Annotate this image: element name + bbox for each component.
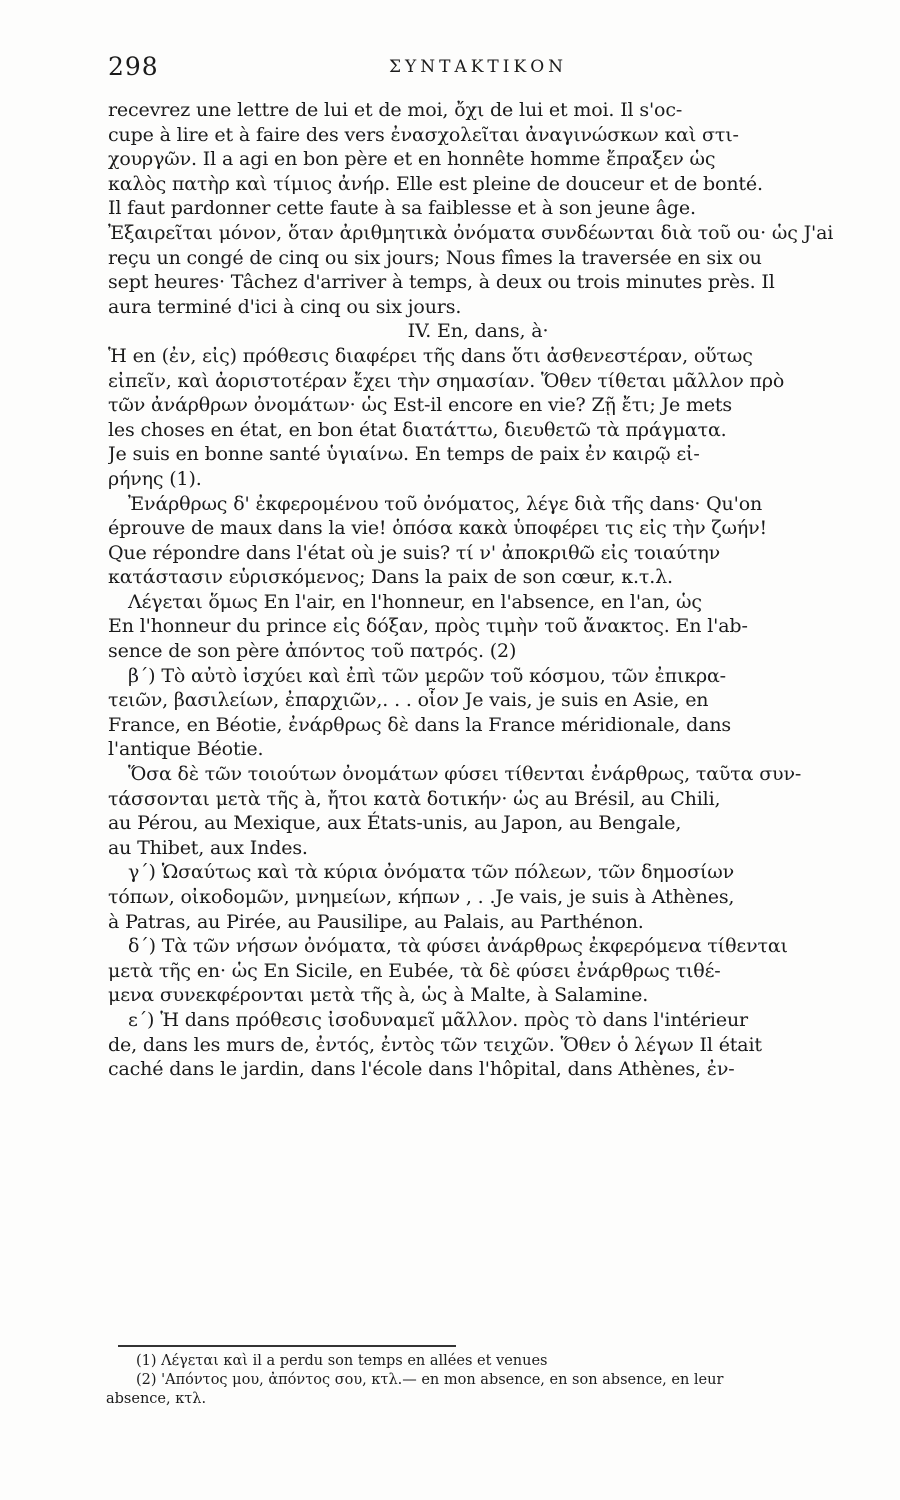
text-line: ε΄) Ἡ dans πρόθεσις ἰσοδυναμεῖ μᾶλλον. πρὸς τὸ dans l'intérieur (128, 1008, 748, 1031)
text-line: Il faut pardonner cette faute à sa faiblesse et à son jeune âge. (108, 197, 696, 220)
text-line: Ὅσα δὲ τῶν τοιούτων ὀνομάτων φύσει τίθενται ἐνάρθρως, ταῦτα συν- (128, 763, 802, 786)
text-line: cupe à lire et à faire des vers ἐνασχολεῖται ἀναγινώσκων καὶ στι- (108, 123, 739, 146)
text-line: Λέγεται ὅμως En l'air, en l'honneur, en l'absence, en l'an, ὡς (128, 590, 702, 613)
text-line: caché dans le jardin, dans l'école dans l'hôpital, dans Athènes, ἐν- (108, 1058, 735, 1081)
page-number: 298 (108, 52, 159, 81)
text-line: France, en Béotie, ἐνάρθρως δὲ dans la France méridionale, dans (108, 713, 732, 736)
text-line: reçu un congé de cinq ou six jours; Nous fîmes la traversée en six ou (108, 246, 762, 269)
text-line: τόπων, οἰκοδομῶν, μνημείων, κήπων , . .Je vais, je suis à Athènes, (108, 886, 735, 908)
text-line: τειῶν, βασιλείων, ἐπαρχιῶν,. . . οἷον Je vais, je suis en Asie, en (108, 689, 709, 712)
text-line: de, dans les murs de, ἐντός, ἐντὸς τῶν τειχῶν. Ὅθεν ὁ λέγων Il était (108, 1033, 762, 1056)
text-line: τάσσονται μετὰ τῆς à, ἤτοι κατὰ δοτικήν· ὡς au Brésil, au Chili, (108, 787, 721, 810)
text-line: Que répondre dans l'état où je suis? τί ν' ἀποκριθῶ εἰς τοιαύτην (108, 541, 721, 564)
text-line: au Pérou, au Mexique, aux États-unis, au Japon, au Bengale, (108, 812, 682, 835)
text-line: aura terminé d'ici à cinq ou six jours. (108, 295, 462, 318)
text-line: μενα συνεκφέρονται μετὰ τῆς à, ὡς à Malte, à Salamine. (108, 984, 649, 1007)
text-line: En l'honneur du prince εἰς δόξαν, πρὸς τιμὴν τοῦ ἄνακτος. En l'ab- (108, 615, 748, 638)
footnote-1: (1) Λέγεται καὶ il a perdu son temps en allées et venues (136, 1353, 548, 1369)
text-line: εἰπεῖν, καὶ ἀοριστοτέραν ἔχει τὴν σημασίαν. Ὅθεν τίθεται μᾶλλον πρὸ (108, 369, 785, 392)
page-header (108, 52, 848, 88)
footnotes (106, 1352, 848, 1409)
text-line: γ΄) Ὡσαύτως καὶ τὰ κύρια ὀνόματα τῶν πόλεων, τῶν δημοσίων (128, 861, 735, 884)
text-line: δ΄) Τὰ τῶν νήσων ὀνόματα, τὰ φύσει ἀνάρθρως ἐκφερόμενα τίθενται (128, 935, 788, 958)
text-line: Je suis en bonne santé ὑγιαίνω. En temps de paix ἐν καιρῷ εἰ- (108, 443, 700, 466)
text-line: à Patras, au Pirée, au Pausilipe, au Palais, au Parthénon. (108, 910, 644, 933)
footnote-2-continued: absence, κτλ. (106, 1391, 207, 1407)
text-line: χουργῶν. Il a agi en bon père et en honnête homme ἔπραξεν ὡς (108, 148, 716, 171)
footnote-2: (2) 'Απόντος μου, ἀπόντος σου, κτλ.— en mon absence, en son absence, en leur (136, 1372, 724, 1388)
text-line: β΄) Τὸ αὐτὸ ἰσχύει καὶ ἐπὶ τῶν μερῶν τοῦ κόσμου, τῶν ἐπικρα- (128, 664, 726, 687)
text-line: l'antique Béotie. (108, 738, 264, 761)
text-line: ρήνης (1). (108, 467, 202, 490)
text-line: κατάστασιν εὑρισκόμενος; Dans la paix de son cœur, κ.τ.λ. (108, 566, 673, 589)
text-line: éprouve de maux dans la vie! ὁπόσα κακὰ ὑποφέρει τις εἰς τὴν ζωήν! (108, 517, 767, 540)
footnote-divider (118, 1345, 456, 1347)
text-line: sept heures· Tâchez d'arriver à temps, à deux ou trois minutes près. Il (108, 271, 775, 294)
text-line: recevrez une lettre de lui et de moi, ὄχι de lui et moi. Il s'oc- (108, 99, 683, 121)
text-line: les choses en état, en bon état διατάττω, διευθετῶ τὰ πράγματα. (108, 418, 727, 441)
text-line: Ἐξαιρεῖται μόνον, ὅταν ἀριθμητικὰ ὀνόματα συνδέωνται διὰ τοῦ ou· ὡς J'ai (108, 221, 834, 244)
text-line: τῶν ἀνάρθρων ὀνομάτων· ὡς Est-il encore en vie? Ζῇ ἔτι; Je mets (108, 394, 732, 417)
text-line: au Thibet, aux Indes. (108, 836, 308, 859)
text-line: Ἡ en (ἐν, εἰς) πρόθεσις διαφέρει τῆς dans ὅτι ἀσθενεστέραν, οὕτως (108, 344, 753, 367)
text-line: sence de son père ἀπόντος τοῦ πατρός. (2) (108, 640, 517, 663)
section-heading: IV. En, dans, à· (407, 320, 549, 343)
text-line: μετὰ τῆς en· ὡς En Sicile, en Eubée, τὰ δὲ φύσει ἐνάρθρως τιθέ- (108, 959, 721, 982)
text-line: καλὸς πατὴρ καὶ τίμιος ἀνήρ. Elle est pleine de douceur et de bonté. (108, 172, 763, 195)
running-head: ΣΥΝΤΑΚΤΙΚΟΝ (389, 57, 567, 77)
text-line: Ἐνάρθρως δ' ἐκφερομένου τοῦ ὀνόματος, λέγε διὰ τῆς dans· Qu'on (128, 492, 763, 515)
body-text (108, 98, 848, 1082)
